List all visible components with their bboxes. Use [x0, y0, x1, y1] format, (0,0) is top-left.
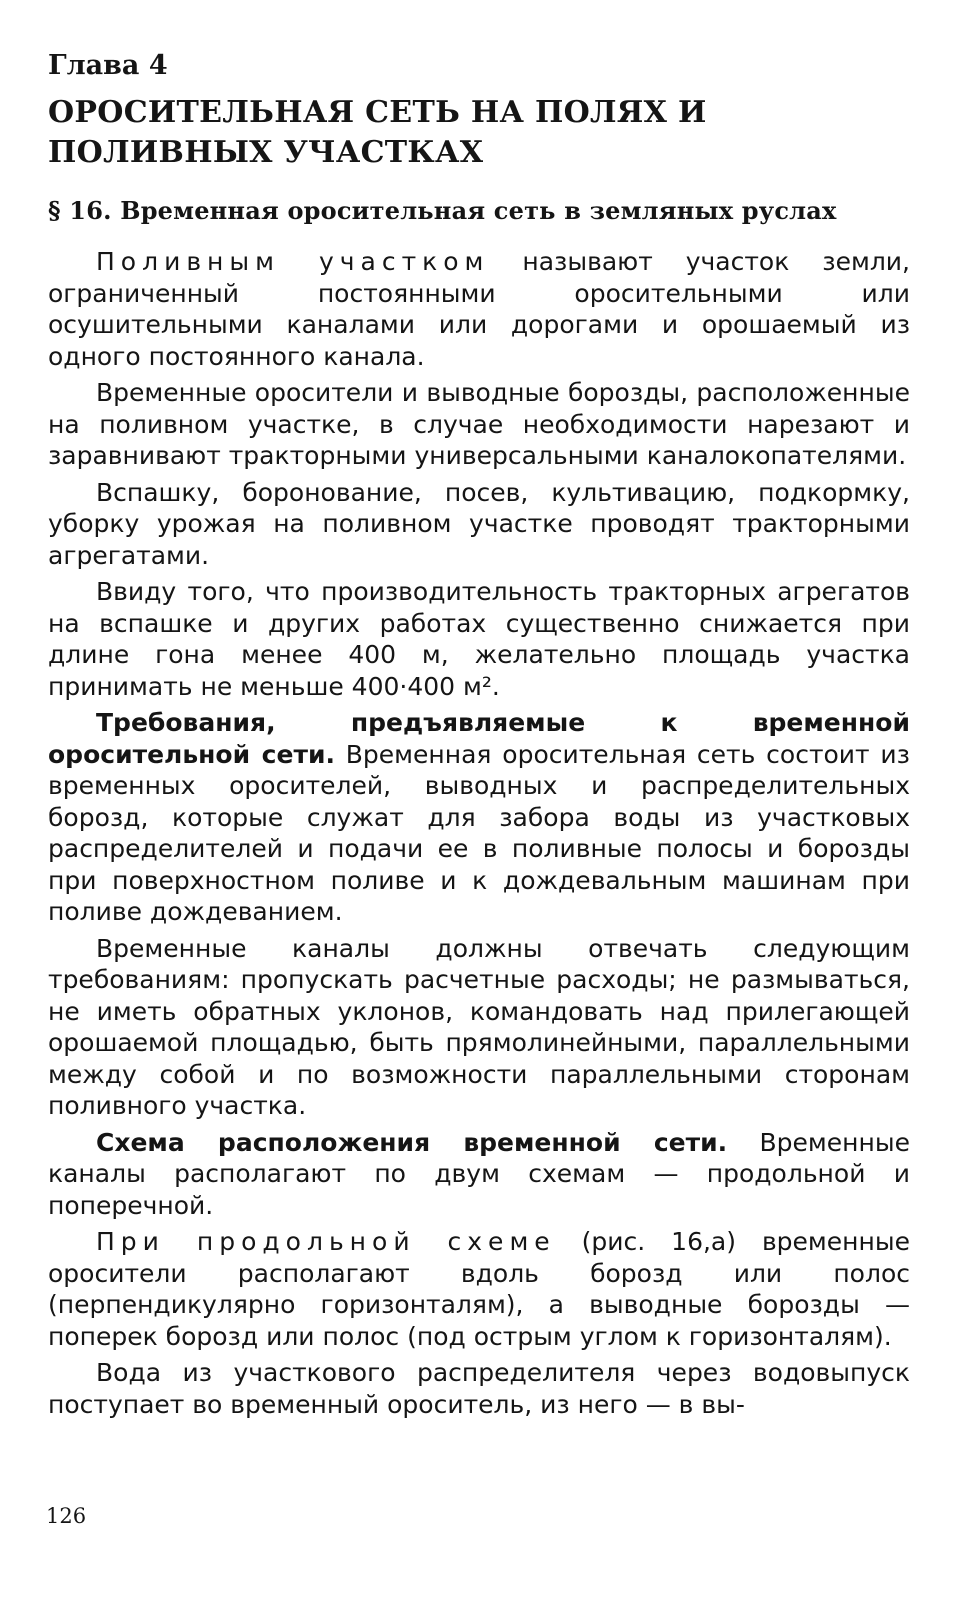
paragraph-1: [48, 246, 910, 372]
paragraph-5: [48, 707, 910, 928]
spaced-term: При продольной схеме: [96, 1227, 556, 1256]
paragraph-text: (рис. 16,а) временные оросители располагают вдоль борозд или полос (перпендикулярно горизонталям), а выводные борозды — поперек борозд или полос (под острым углом к горизонталям).: [48, 1227, 910, 1351]
paragraph-text: Временные каналы располагают по двум схемам — продольной и поперечной.: [48, 1127, 910, 1220]
paragraph-6: Временные каналы должны отвечать следующим требованиям: пропускать расчетные расходы; не размываться, не иметь обратных уклонов, командовать над прилегающей орошаемой площадью, быть прямолинейными, параллельными между собой и по возможности параллельными сторонам поливного участка.: [48, 933, 910, 1120]
spaced-term: Поливным участком: [96, 247, 490, 276]
run-in-heading: Требования, предъявляемые к временной оросительной сети.: [48, 708, 910, 769]
chapter-title: ОРОСИТЕЛЬНАЯ СЕТЬ НА ПОЛЯХ И ПОЛИВНЫХ УЧАСТКАХ: [48, 95, 707, 170]
paragraph-8: [48, 1226, 910, 1352]
paragraph-text: называют участок земли, ограниченный постоянными оросительными или осушительными каналами или дорогами и орошаемый из одного постоянного канала.: [48, 247, 910, 371]
paragraph-9: Вода из участкового распределителя через водовыпуск поступает во временный ороситель, из него — в вы-: [48, 1358, 910, 1419]
page-number: 126: [46, 1504, 87, 1528]
paragraph-text: Временная оросительная сеть состоит из временных оросителей, выводных и распределительных борозд, которые служат для забора воды из участковых распределителей и подачи ее в поливные полосы и борозды при поверхностном поливе и к дождевальным машинам при поливе дождеванием.: [48, 739, 910, 926]
chapter-label: Глава 4: [48, 50, 168, 81]
paragraph-3: Вспашку, боронование, посев, культивацию, подкормку, уборку урожая на поливном участке проводят тракторными агрегатами.: [48, 477, 910, 570]
paragraph-4: Ввиду того, что производительность тракторных агрегатов на вспашке и других работах существенно снижается при длине гона менее 400 м, желательно площадь участка принимать не меньше 400·400 м².: [48, 577, 910, 701]
paragraph-2: Временные оросители и выводные борозды, расположенные на поливном участке, в случае необходимости нарезают и заравнивают тракторными универсальными каналокопателями.: [48, 378, 910, 470]
paragraph-7: [48, 1127, 910, 1222]
section-title: § 16. Временная оросительная сеть в земляных руслах: [48, 196, 837, 225]
run-in-heading: Схема расположения временной сети.: [96, 1127, 728, 1157]
body-text: [48, 246, 910, 1425]
